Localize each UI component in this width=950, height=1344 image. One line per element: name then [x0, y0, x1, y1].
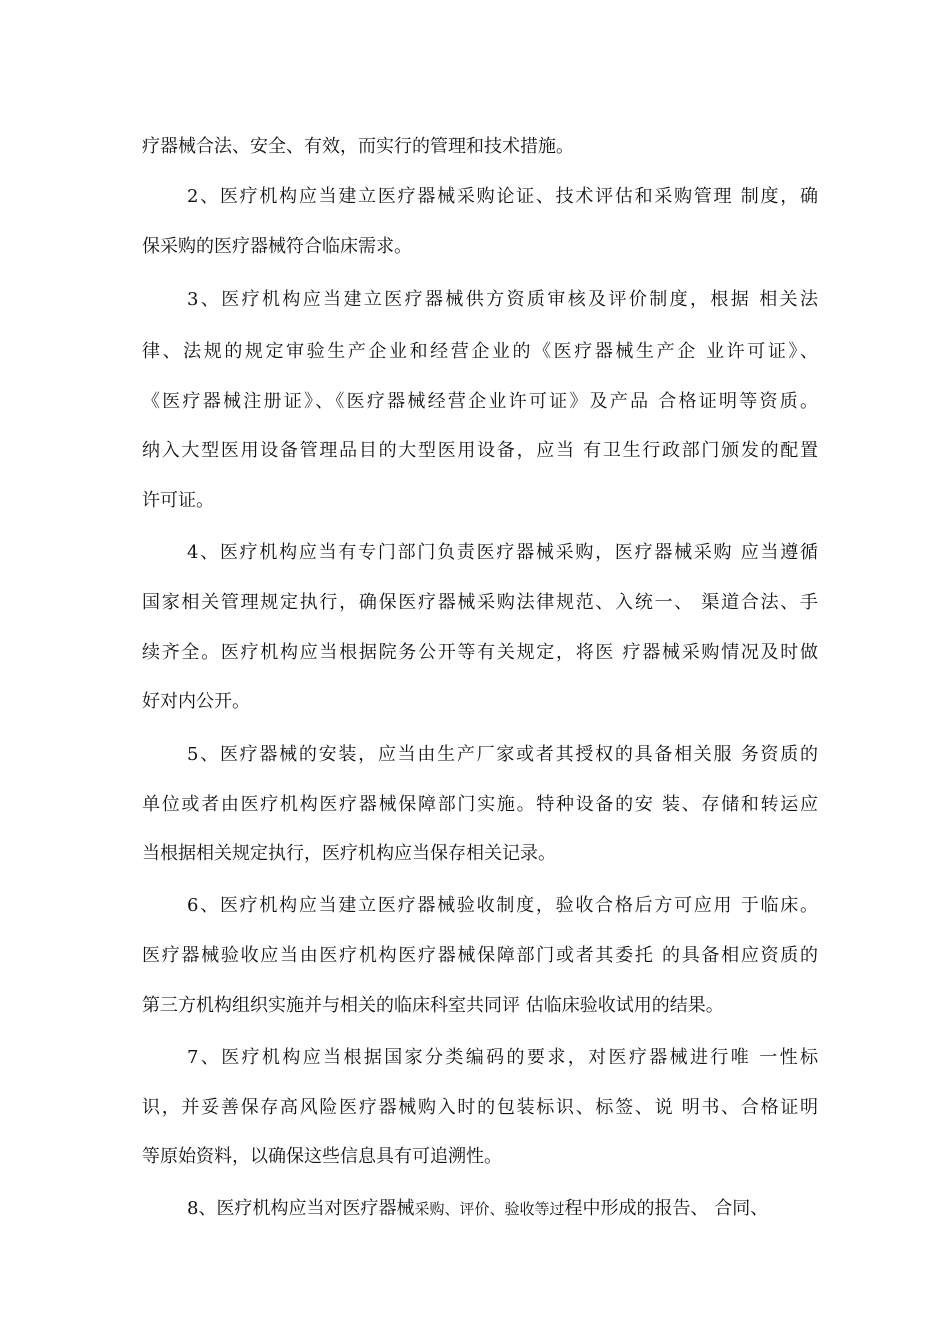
paragraph-line: 纳入大型医用设备管理品目的大型医用设备，应当 有卫生行政部门颁发的配置 [142, 440, 818, 461]
paragraph-line: 疗器械合法、安全、有效，而实行的管理和技术措施。 [142, 136, 574, 157]
paragraph-line: 5、医疗器械的安装，应当由生产厂家或者其授权的具备相关服 务资质的 [187, 744, 818, 765]
paragraph-line: 好对内公开。 [142, 691, 250, 712]
paragraph-line: 等原始资料，以确保这些信息具有可追溯性。 [142, 1146, 502, 1167]
paragraph-line: 4、医疗机构应当有专门部门负责医疗器械采购，医疗器械采购 应当遵循 [187, 542, 818, 563]
paragraph-line: 当根据相关规定执行，医疗机构应当保存相关记录。 [142, 843, 556, 864]
paragraph-line: 保采购的医疗器械符合临床需求。 [142, 236, 412, 257]
line-segment: 程中形成的报告、 合同、 [564, 1198, 769, 1219]
paragraph-line: 律、法规的规定审验生产企业和经营企业的《医疗器械生产企 业许可证》、 [142, 341, 818, 362]
paragraph-line [187, 1194, 818, 1224]
line-segment-small: 采购、评价、验收等过 [414, 1200, 565, 1218]
paragraph-line: 医疗器械验收应当由医疗机构医疗器械保障部门或者其委托 的具备相应资质的 [142, 945, 818, 966]
paragraph-line: 7、医疗机构应当根据国家分类编码的要求，对医疗器械进行唯 一性标 [187, 1047, 818, 1068]
paragraph-line: 第三方机构组织实施并与相关的临床科室共同评 估临床验收试用的结果。 [142, 995, 724, 1016]
paragraph-line: 6、医疗机构应当建立医疗器械验收制度，验收合格后方可应用 于临床。 [187, 895, 818, 916]
paragraph-line: 单位或者由医疗机构医疗器械保障部门实施。特种设备的安 装、存储和转运应 [142, 794, 818, 815]
paragraph-line: 续齐全。医疗机构应当根据院务公开等有关规定，将医 疗器械采购情况及时做 [142, 642, 818, 663]
paragraph-line: 3、医疗机构应当建立医疗器械供方资质审核及评价制度，根据 相关法 [187, 289, 818, 310]
paragraph-line: 国家相关管理规定执行，确保医疗器械采购法律规范、入统一、 渠道合法、手 [142, 592, 818, 613]
paragraph-line: 识，并妥善保存高风险医疗器械购入时的包装标识、标签、说 明书、合格证明 [142, 1097, 818, 1118]
paragraph-line: 2、医疗机构应当建立医疗器械采购论证、技术评估和采购管理 制度，确 [187, 186, 818, 207]
line-segment: 8、医疗机构应当对医疗器械 [187, 1198, 415, 1219]
paragraph-line: 许可证。 [142, 490, 214, 511]
paragraph-line: 《医疗器械注册证》、《医疗器械经营企业许可证》及产品 合格证明等资质。 [142, 391, 818, 412]
